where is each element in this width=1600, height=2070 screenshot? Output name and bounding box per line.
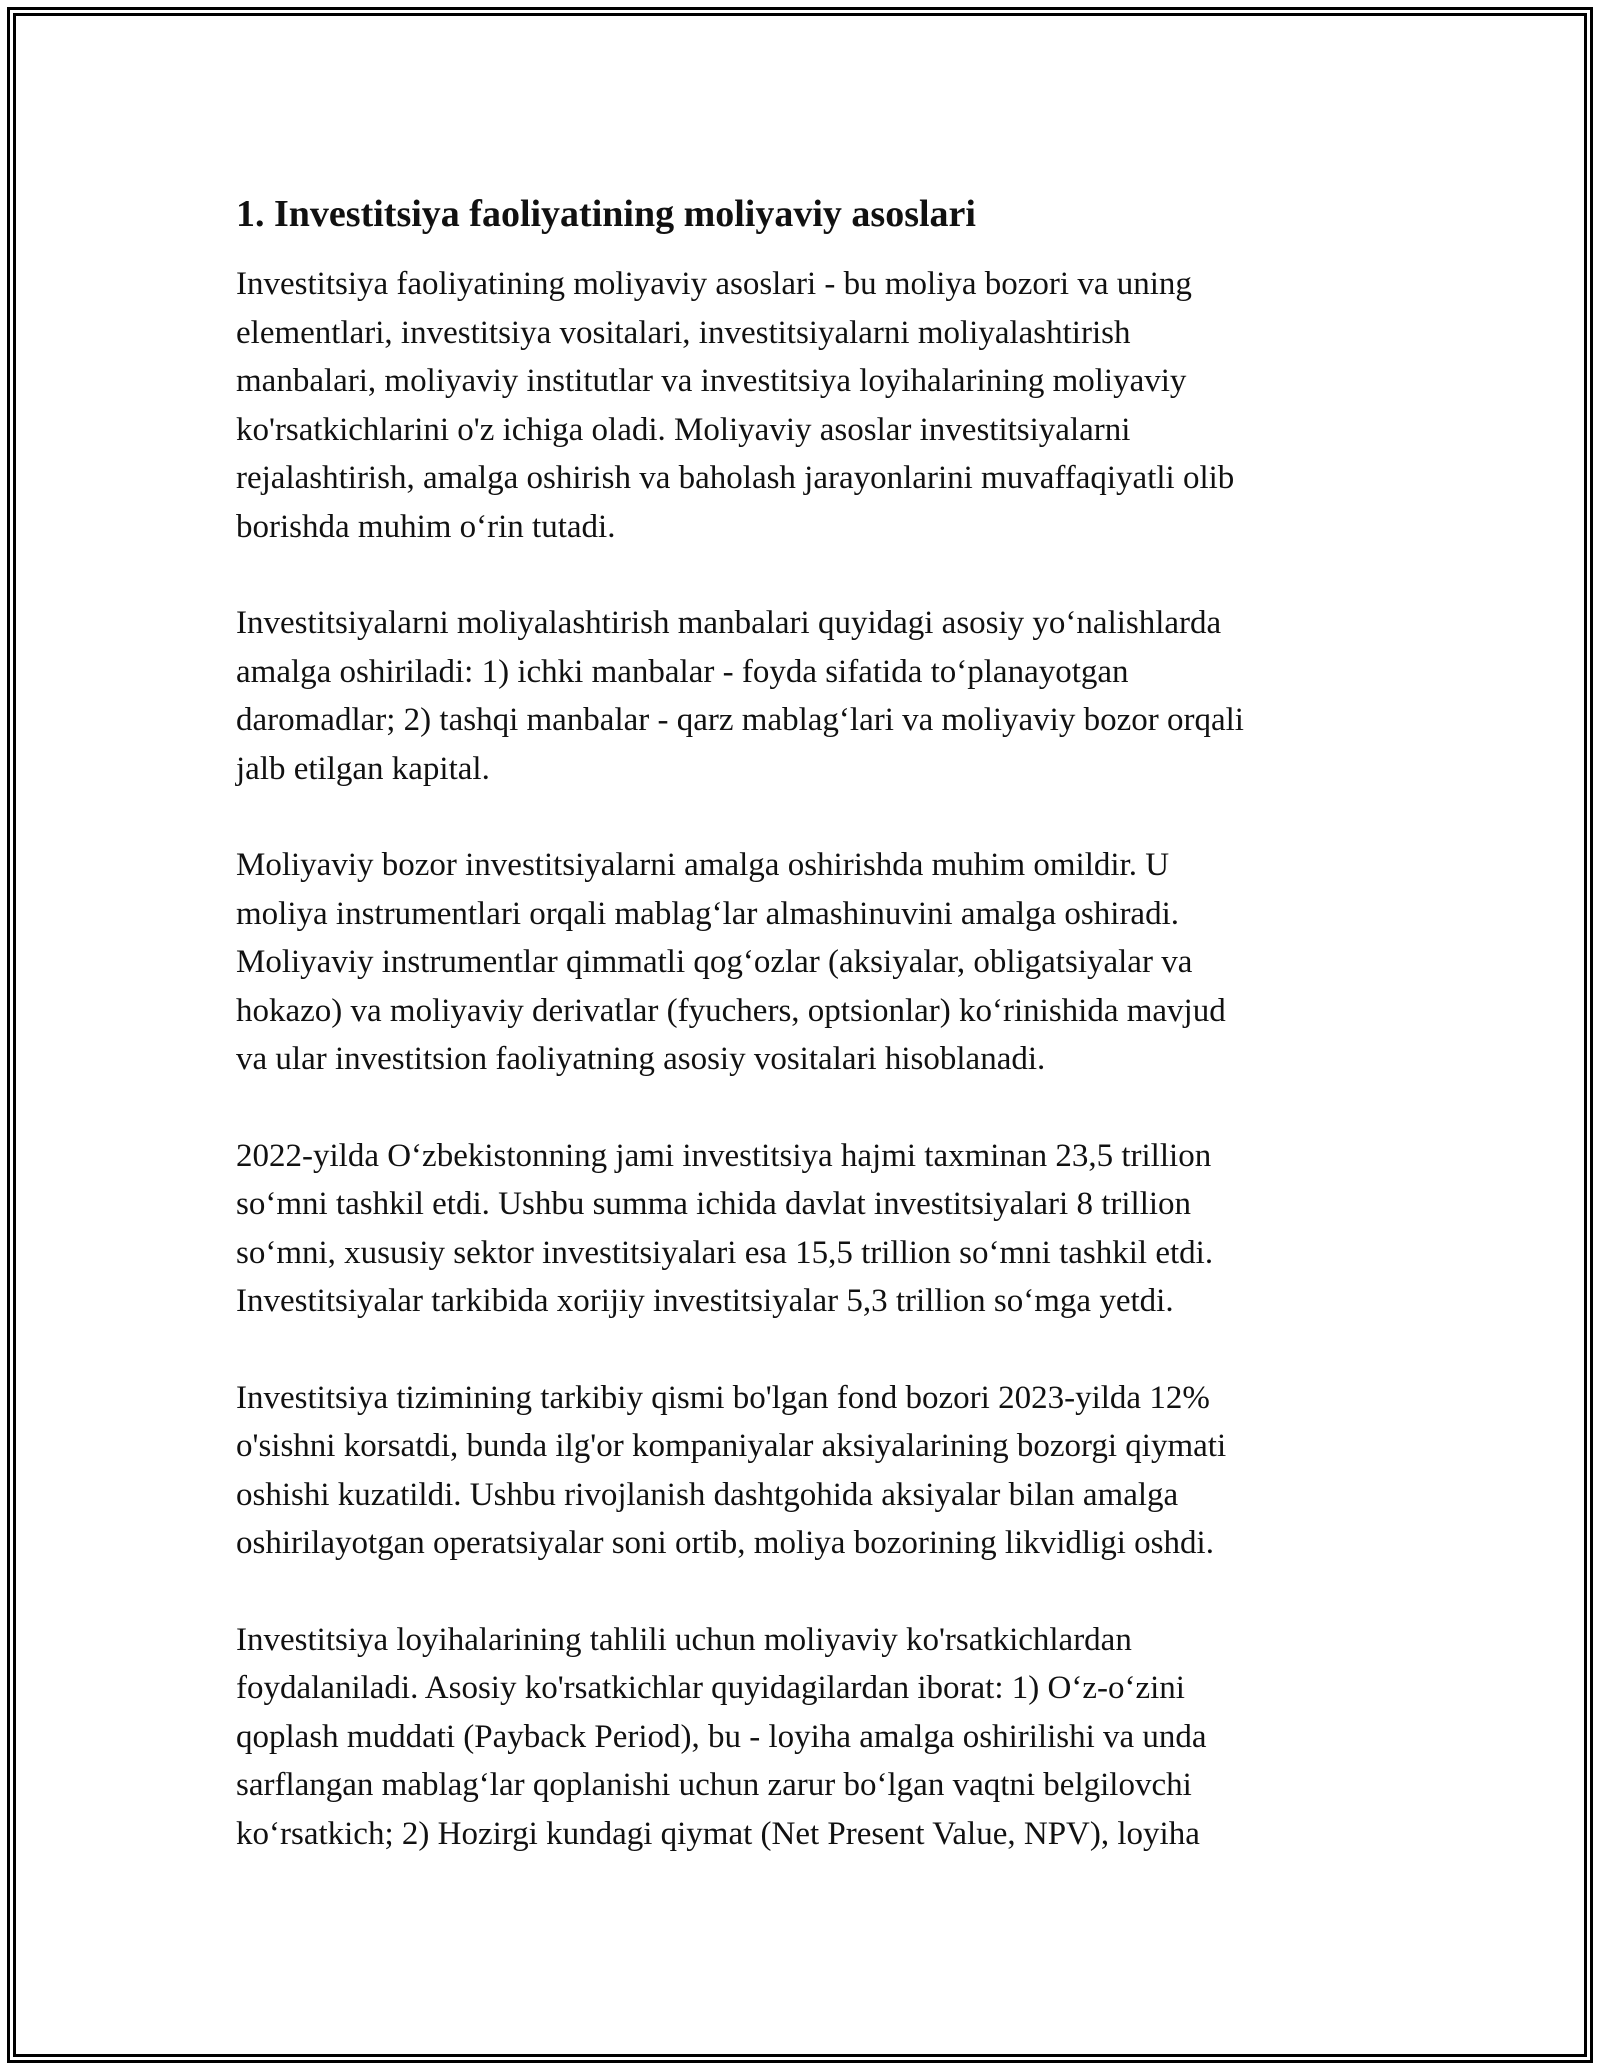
paragraph — [236, 260, 1386, 551]
text-line: Investitsiya loyihalarining tahlili uchun moliyaviy ko'rsatkichlardan — [236, 1621, 1132, 1658]
text-line: Investitsiyalarni moliyalashtirish manbalari quyidagi asosiy yo‘nalishlarda — [236, 605, 1222, 641]
text-line: o'sishni korsatdi, bunda ilg'or kompaniyalar aksiyalarining bozorgi qiymati — [236, 1428, 1227, 1464]
text-line: foydalaniladi. Asosiy ko'rsatkichlar quyidagilardan iborat: 1) O‘z-o‘zini — [236, 1670, 1185, 1706]
text-line: Investitsiya tizimining tarkibiy qismi bo'lgan fond bozori 2023-yilda 12% — [236, 1379, 1210, 1416]
text-line: qoplash muddati (Payback Period), bu - loyiha amalga oshirilishi va unda — [236, 1718, 1207, 1755]
text-line: sarflangan mablag‘lar qoplanishi uchun zarur bo‘lgan vaqtni belgilovchi — [236, 1767, 1192, 1803]
text-line: Investitsiya faoliyatining moliyaviy asoslari - bu moliya bozori va uning — [236, 266, 1192, 302]
text-line: va ular investitsion faoliyatning asosiy vositalari hisoblanadi. — [236, 1041, 1046, 1077]
text-line: daromadlar; 2) tashqi manbalar - qarz mablag‘lari va moliyaviy bozor orqali — [236, 702, 1244, 738]
text-line: borishda muhim o‘rin tutadi. — [236, 508, 616, 545]
paragraph — [236, 841, 1386, 1084]
text-line: Investitsiyalar tarkibida xorijiy investitsiyalar 5,3 trillion so‘mga yetdi. — [236, 1283, 1174, 1319]
text-line: ko'rsatkichlarini o'z ichiga oladi. Moliyaviy asoslar investitsiyalarni — [236, 411, 1131, 448]
paragraph — [236, 599, 1386, 793]
text-line: oshirilayotgan operatsiyalar soni ortib, moliya bozorining likvidligi oshdi. — [236, 1525, 1214, 1561]
document-body — [236, 188, 1386, 1906]
text-line: Moliyaviy bozor investitsiyalarni amalga oshirishda muhim omildir. U — [236, 847, 1170, 883]
text-line: 2022-yilda O‘zbekistonning jami investitsiya hajmi taxminan 23,5 trillion — [236, 1137, 1212, 1174]
text-line: oshishi kuzatildi. Ushbu rivojlanish dashtgohida aksiyalar bilan amalga — [236, 1476, 1179, 1513]
text-line: amalga oshiriladi: 1) ichki manbalar - foyda sifatida to‘planayotgan — [236, 653, 1129, 690]
text-line: so‘mni tashkil etdi. Ushbu summa ichida davlat investitsiyalari 8 trillion — [236, 1186, 1192, 1222]
text-line: jalb etilgan kapital. — [236, 750, 490, 787]
paragraph-list — [236, 260, 1386, 1858]
text-line: elementlari, investitsiya vositalari, investitsiyalarni moliyalashtirish — [236, 314, 1131, 351]
section-heading: 1. Investitsiya faoliyatining moliyaviy asoslari — [236, 193, 976, 235]
text-line: rejalashtirish, amalga oshirish va baholash jarayonlarini muvaffaqiyatli olib — [236, 460, 1235, 496]
text-line: ko‘rsatkich; 2) Hozirgi kundagi qiymat (Net Present Value, NPV), loyiha — [236, 1815, 1200, 1852]
text-line: manbalari, moliyaviy institutlar va investitsiya loyihalarining moliyaviy — [236, 363, 1187, 399]
paragraph — [236, 1616, 1386, 1859]
text-line: moliya instrumentlari orqali mablag‘lar almashinuvini amalga oshiradi. — [236, 895, 1179, 932]
text-line: Moliyaviy instrumentlar qimmatli qog‘ozlar (aksiyalar, obligatsiyalar va — [236, 944, 1193, 980]
paragraph — [236, 1374, 1386, 1568]
text-line: hokazo) va moliyaviy derivatlar (fyuchers, optsionlar) ko‘rinishida mavjud — [236, 992, 1226, 1029]
paragraph — [236, 1132, 1386, 1326]
text-line: so‘mni, xususiy sektor investitsiyalari esa 15,5 trillion so‘mni tashkil etdi. — [236, 1234, 1214, 1271]
